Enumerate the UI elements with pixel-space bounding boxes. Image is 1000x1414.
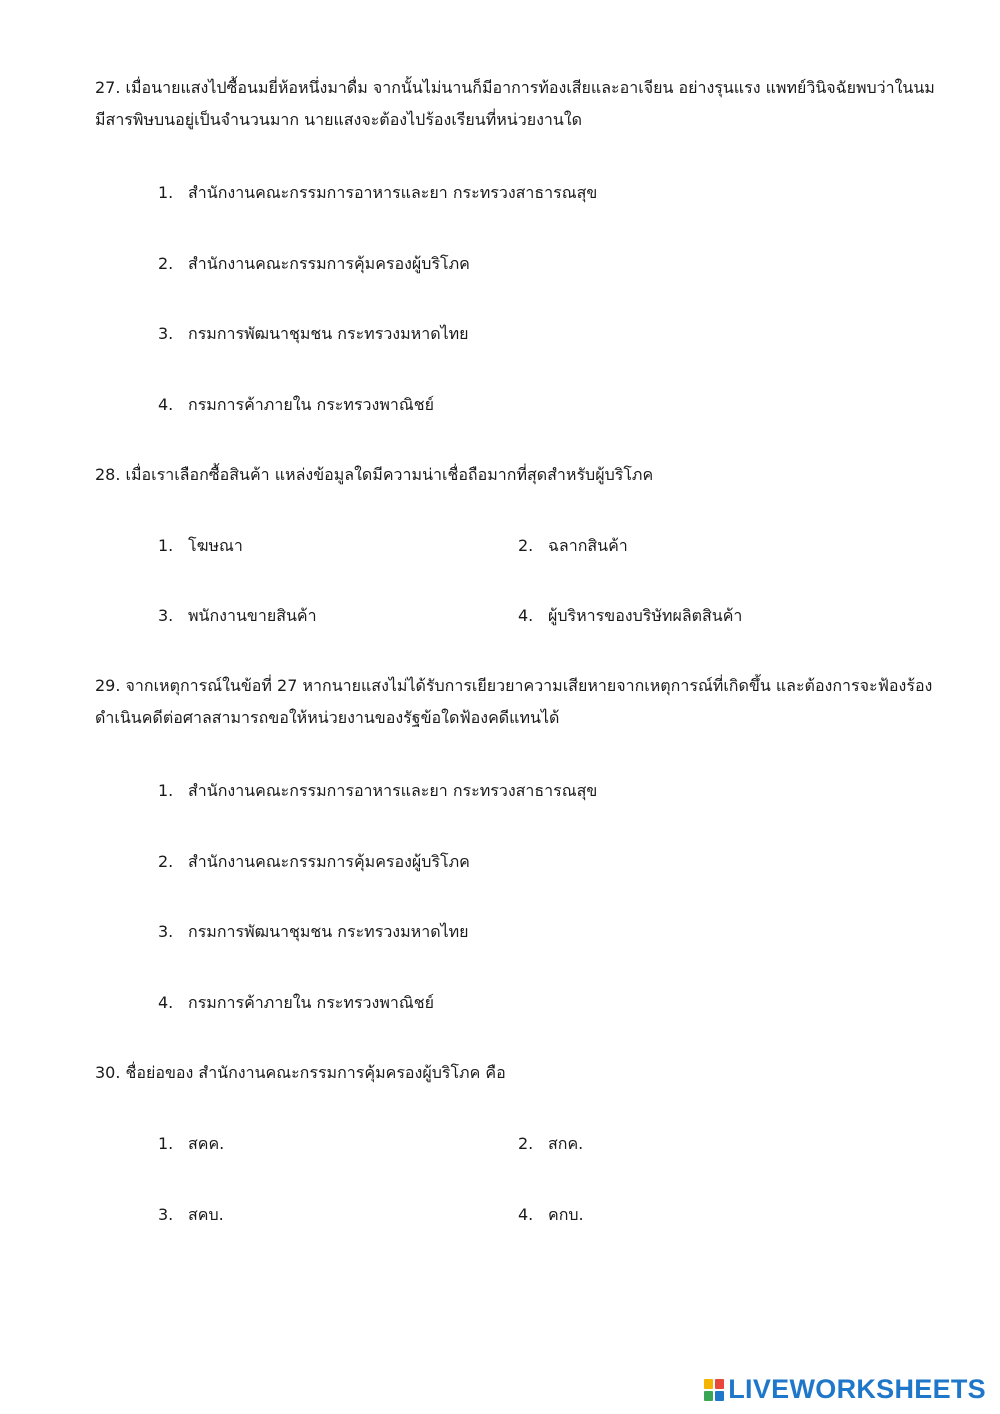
option-number: 2. xyxy=(518,1134,534,1153)
option-label: กรมการพัฒนาชุมชน กระทรวงมหาดไทย xyxy=(188,922,469,941)
logo-block xyxy=(704,1391,713,1401)
question-27-text: 27. เมื่อนายแสงไปซื้อนมยี่ห้อหนึ่งมาดื่ม จากนั้นไม่นานก็มีอาการท้องเสียและอาเจียน อย่างรุนแรง แพทย์วินิจฉัยพบว่าในนมมีสารพิษบนอยู่เป็นจำนวนมาก นายแสงจะต้องไปร้องเรียนที่หน่วยงานใด xyxy=(95,78,935,129)
logo-text: LIVEWORKSHEETS xyxy=(728,1374,986,1404)
option-number: 4. xyxy=(518,1205,534,1224)
option-number: 1. xyxy=(158,1134,174,1153)
option-label: สำนักงานคณะกรรมการคุ้มครองผู้บริโภค xyxy=(188,852,470,871)
option-label: สกค. xyxy=(548,1134,584,1153)
option-number: 1. xyxy=(158,183,174,202)
question-30-option-2[interactable] xyxy=(518,1133,583,1155)
option-label: สคบ. xyxy=(188,1205,224,1224)
logo-block xyxy=(715,1379,724,1389)
option-label: พนักงานขายสินค้า xyxy=(188,606,317,625)
question-28-option-3[interactable] xyxy=(158,605,317,627)
option-number: 4. xyxy=(518,606,534,625)
option-number: 4. xyxy=(158,395,174,414)
liveworksheets-blocks-icon xyxy=(704,1379,724,1401)
question-28-option-1[interactable] xyxy=(158,535,243,557)
question-30-option-4[interactable] xyxy=(518,1204,584,1226)
option-number: 1. xyxy=(158,536,174,555)
question-28-option-2[interactable] xyxy=(518,535,628,557)
question-30-text: 30. ชื่อย่อของ สำนักงานคณะกรรมการคุ้มครองผู้บริโภค คือ xyxy=(95,1063,506,1082)
option-label: สำนักงานคณะกรรมการอาหารและยา กระทรวงสาธารณสุข xyxy=(188,781,598,800)
question-27-option-4[interactable] xyxy=(158,394,434,416)
question-27-option-2[interactable] xyxy=(158,253,470,275)
option-number: 1. xyxy=(158,781,174,800)
option-label: คกบ. xyxy=(548,1205,584,1224)
option-label: สำนักงานคณะกรรมการคุ้มครองผู้บริโภค xyxy=(188,254,470,273)
question-29-option-3[interactable] xyxy=(158,921,469,943)
question-29-option-1[interactable] xyxy=(158,780,597,802)
question-27-option-3[interactable] xyxy=(158,323,469,345)
question-28-text: 28. เมื่อเราเลือกซื้อสินค้า แหล่งข้อมูลใดมีความน่าเชื่อถือมากที่สุดสำหรับผู้บริโภค xyxy=(95,465,654,484)
question-29-option-4[interactable] xyxy=(158,992,434,1014)
option-number: 3. xyxy=(158,1205,174,1224)
logo-block xyxy=(704,1379,713,1389)
question-30-option-1[interactable] xyxy=(158,1133,224,1155)
option-label: กรมการค้าภายใน กระทรวงพาณิชย์ xyxy=(188,993,434,1012)
option-label: กรมการค้าภายใน กระทรวงพาณิชย์ xyxy=(188,395,434,414)
question-28-option-4[interactable] xyxy=(518,605,742,627)
option-number: 3. xyxy=(158,606,174,625)
logo-block xyxy=(715,1391,724,1401)
option-label: ฉลากสินค้า xyxy=(548,536,628,555)
question-29-option-2[interactable] xyxy=(158,851,470,873)
option-label: กรมการพัฒนาชุมชน กระทรวงมหาดไทย xyxy=(188,324,469,343)
option-number: 4. xyxy=(158,993,174,1012)
option-label: สำนักงานคณะกรรมการอาหารและยา กระทรวงสาธารณสุข xyxy=(188,183,598,202)
option-number: 2. xyxy=(158,254,174,273)
question-30-option-3[interactable] xyxy=(158,1204,224,1226)
option-number: 3. xyxy=(158,324,174,343)
option-number: 2. xyxy=(518,536,534,555)
question-29-text: 29. จากเหตุการณ์ในข้อที่ 27 หากนายแสงไม่ได้รับการเยียวยาความเสียหายจากเหตุการณ์ที่เกิดขึ้น และต้องการจะฟ้องร้องดำเนินคดีต่อศาลสามารถขอให้หน่วยงานของรัฐข้อใดฟ้องคดีแทนได้ xyxy=(95,676,933,727)
question-27-option-1[interactable] xyxy=(158,182,597,204)
option-number: 2. xyxy=(158,852,174,871)
option-label: สคค. xyxy=(188,1134,225,1153)
option-label: โฆษณา xyxy=(188,536,243,555)
liveworksheets-logo[interactable] xyxy=(704,1374,986,1405)
option-label: ผู้บริหารของบริษัทผลิตสินค้า xyxy=(548,606,743,625)
option-number: 3. xyxy=(158,922,174,941)
